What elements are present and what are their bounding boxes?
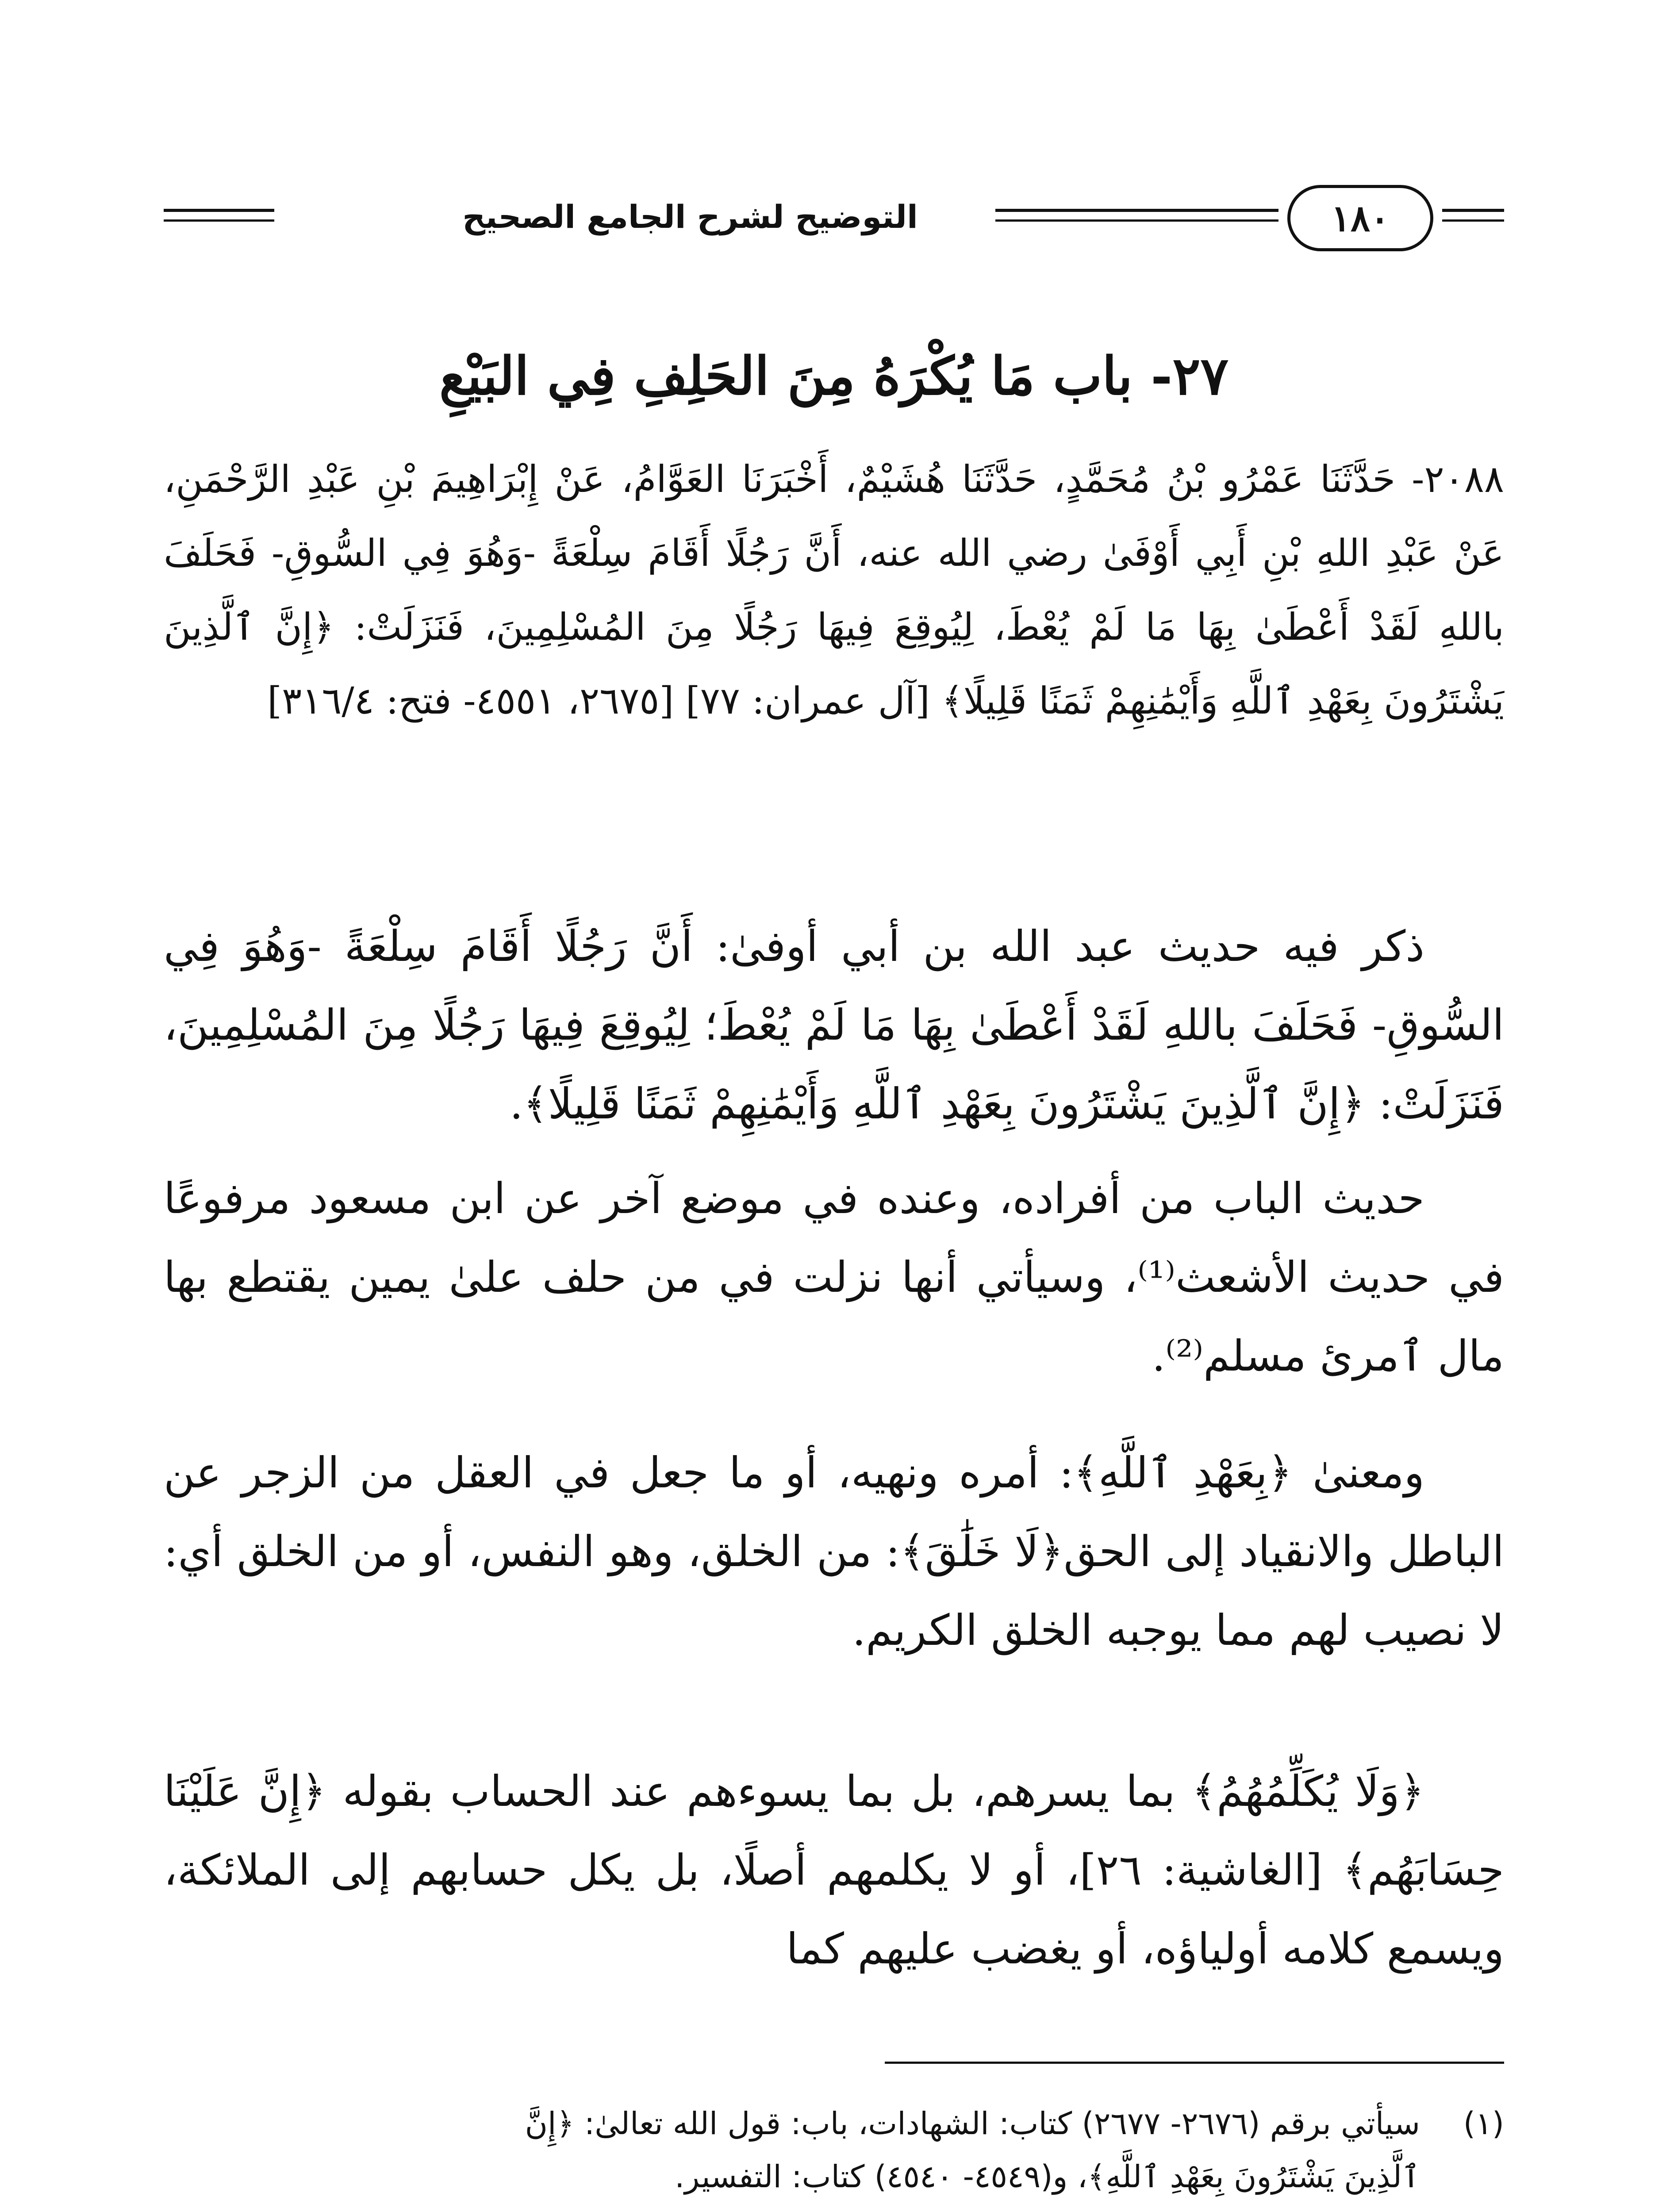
running-header (164, 177, 1504, 261)
header-rule-left-lower (164, 219, 274, 222)
footnote-separator (885, 2062, 1504, 2064)
footnote (164, 2097, 1504, 2203)
header-rule-right (1442, 209, 1504, 212)
page-number: ١٨٠ (1287, 185, 1433, 251)
header-rule-left (164, 209, 274, 212)
header-rule-middle (995, 209, 1278, 212)
header-rule-right-lower (1442, 219, 1504, 222)
footnote-number: (١) (1463, 2105, 1504, 2142)
chapter-heading: ٢٧- باب مَا يُكْرَهُ مِنَ الحَلِفِ فِي البَيْعِ (439, 345, 1229, 407)
hadith-text: ٢٠٨٨- حَدَّثَنَا عَمْرُو بْنُ مُحَمَّدٍ، حَدَّثَنَا هُشَيْمٌ، أَخْبَرَنَا العَوَّامُ، عَنْ إِبْرَاهِيمَ بْنِ عَبْدِ الرَّحْمَنِ، عَنْ عَبْدِ اللهِ بْنِ أَبِي أَوْفَىٰ رضي الله عنه، أَنَّ رَجُلًا أَقَامَ سِلْعَةً -وَهُوَ فِي السُّوقِ- فَحَلَفَ باللهِ لَقَدْ أَعْطَىٰ بِهَا مَا لَمْ يُعْطَ، لِيُوقِعَ فِيهَا رَجُلًا مِنَ المُسْلِمِينَ، فَنَزَلَتْ: ﴿إِنَّ ٱلَّذِينَ يَشْتَرُونَ بِعَهْدِ ٱللَّهِ وَأَيْمَٰنِهِمْ ثَمَنًا قَلِيلًا﴾ [آل عمران: ٧٧] [٢٦٧٥، ٤٥٥١- فتح: ٣١٦/٤] (164, 457, 1504, 722)
footnote-line: سيأتي برقم (٢٦٧٦- ٢٦٧٧) كتاب: الشهادات، باب: قول الله تعالىٰ: ﴿إِنَّ (525, 2105, 1420, 2142)
footnote-text (168, 2097, 1420, 2203)
commentary-paragraph: ﴿وَلَا يُكَلِّمُهُمُ﴾ بما يسرهم، بل بما يسوءهم عند الحساب بقوله ﴿إِنَّ عَلَيْنَا حِسَابَهُم﴾ [الغاشية: ٢٦]، أو لا يكلمهم أصلًا، بل يكل حسابهم إلى الملائكة، ويسمع كلامه أولياؤه، أو يغضب عليهم كما (164, 1767, 1504, 1974)
commentary-paragraph: ذكر فيه حديث عبد الله بن أبي أوفىٰ: أَنَّ رَجُلًا أَقَامَ سِلْعَةً -وَهُوَ فِي السُّوقِ- فَحَلَفَ باللهِ لَقَدْ أَعْطَىٰ بِهَا مَا لَمْ يُعْطَ؛ لِيُوقِعَ فِيهَا رَجُلًا مِنَ المُسْلِمِينَ، فَنَزَلَتْ: ﴿إِنَّ ٱلَّذِينَ يَشْتَرُونَ بِعَهْدِ ٱللَّهِ وَأَيْمَٰنِهِمْ ثَمَنًا قَلِيلًا﴾. (164, 922, 1505, 1129)
commentary-paragraph: حديث الباب من أفراده، وعنده في موضع آخر عن ابن مسعود مرفوعًا في حديث الأشعث⁽¹⁾، وسيأتي أنها نزلت في من حلف علىٰ يمين يقتطع بها مال ٱمرئ مسلم⁽²⁾. (164, 1174, 1504, 1381)
commentary-paragraph: ومعنىٰ ﴿بِعَهْدِ ٱللَّهِ﴾: أمره ونهيه، أو ما جعل في العقل من الزجر عن الباطل والانقياد إلى الحق﴿لَا خَلَٰقَ﴾: من الخلق، وهو النفس، أو من الخلق أي: لا نصيب لهم مما يوجبه الخلق الكريم. (164, 1448, 1504, 1655)
header-rule-middle-lower (995, 219, 1278, 222)
footnote-line: ٱلَّذِينَ يَشْتَرُونَ بِعَهْدِ ٱللَّهِ﴾، و(٤٥٤٩- ٤٥٤٠) كتاب: التفسير. (675, 2158, 1420, 2195)
book-title: التوضيح لشرح الجامع الصحيح (403, 198, 978, 235)
